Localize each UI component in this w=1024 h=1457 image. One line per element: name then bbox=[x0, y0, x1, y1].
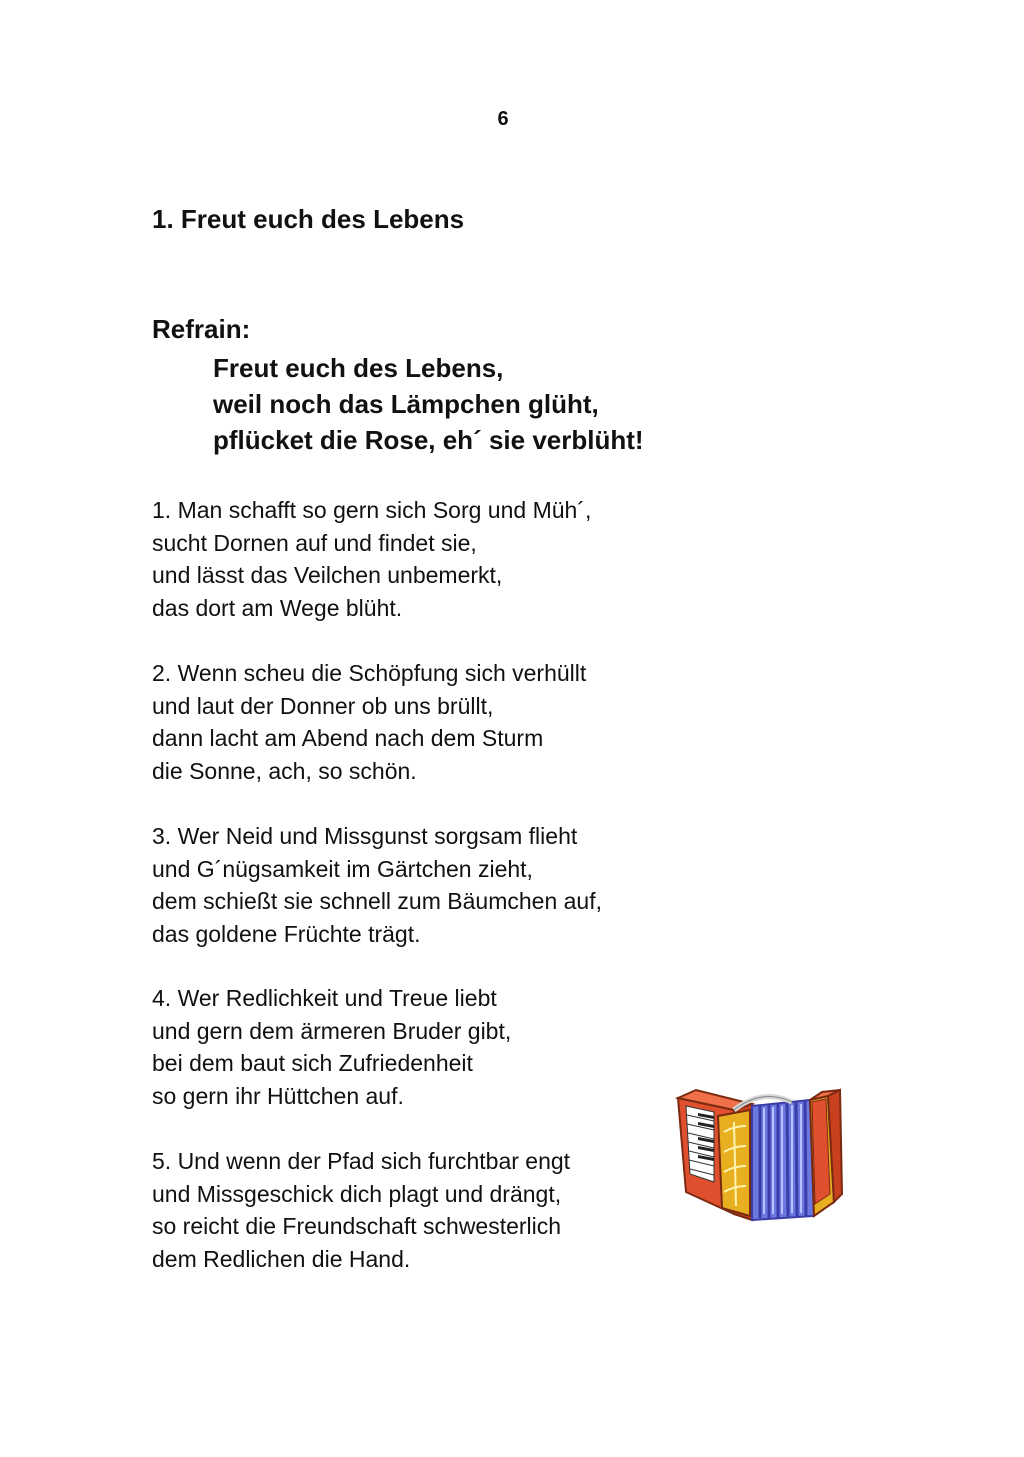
page-number: 6 bbox=[497, 108, 509, 130]
verse-line: dem schießt sie schnell zum Bäumchen auf, bbox=[152, 888, 602, 914]
verse-line: die Sonne, ach, so schön. bbox=[152, 757, 417, 784]
song-title: 1. Freut euch des Lebens bbox=[152, 204, 465, 234]
verse-line: 2. Wenn scheu die Schöpfung sich verhüllt bbox=[152, 660, 587, 686]
verse-line: so reicht die Freundschaft schwesterlich bbox=[152, 1213, 562, 1239]
verse-line: so gern ihr Hüttchen auf. bbox=[152, 1082, 404, 1109]
refrain-label: Refrain: bbox=[152, 314, 251, 344]
verse-line: und G´nügsamkeit im Gärtchen zieht, bbox=[152, 855, 533, 882]
verse-line: 3. Wer Neid und Missgunst sorgsam flieht bbox=[152, 823, 578, 849]
accordion-icon bbox=[672, 1082, 844, 1232]
verse-line: und gern dem ärmeren Bruder gibt, bbox=[152, 1017, 512, 1044]
refrain-line: weil noch das Lämpchen glüht, bbox=[213, 389, 599, 419]
verse-line: 1. Man schafft so gern sich Sorg und Müh´, bbox=[152, 497, 592, 523]
refrain-line: pflücket die Rose, eh´ sie verblüht! bbox=[213, 425, 644, 455]
verse-line: dann lacht am Abend nach dem Sturm bbox=[152, 725, 544, 751]
verse-line: das goldene Früchte trägt. bbox=[152, 920, 421, 947]
verse-line: 4. Wer Redlichkeit und Treue liebt bbox=[152, 985, 497, 1011]
verse-line: bei dem baut sich Zufriedenheit bbox=[152, 1050, 473, 1076]
verse-line: sucht Dornen auf und findet sie, bbox=[152, 529, 477, 556]
verse-line: und Missgeschick dich plagt und drängt, bbox=[152, 1180, 562, 1207]
refrain-line: Freut euch des Lebens, bbox=[213, 353, 504, 383]
verse-5 bbox=[152, 1145, 570, 1275]
verse-line: und laut der Donner ob uns brüllt, bbox=[152, 692, 494, 719]
verse-4 bbox=[152, 982, 511, 1112]
verse-line: dem Redlichen die Hand. bbox=[152, 1245, 411, 1272]
verse-1 bbox=[152, 494, 591, 624]
verse-line: 5. Und wenn der Pfad sich furchtbar engt bbox=[152, 1148, 571, 1174]
refrain bbox=[213, 350, 644, 458]
verse-line: das dort am Wege blüht. bbox=[152, 594, 403, 621]
verse-3 bbox=[152, 820, 602, 950]
verse-line: und lässt das Veilchen unbemerkt, bbox=[152, 562, 503, 588]
verse-2 bbox=[152, 657, 586, 787]
